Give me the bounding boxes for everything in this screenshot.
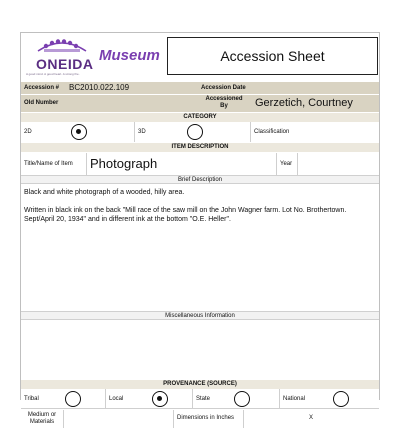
misc-info-label: Miscellaneous Information — [21, 311, 379, 320]
item-description-header: ITEM DESCRIPTION — [21, 143, 379, 152]
divider — [276, 153, 277, 175]
museum-label: Museum — [99, 47, 160, 64]
brief-description-line-2: Written in black ink on the back "Mill race of the saw mill on the John Wagner farm. Lot No. Brothertown. Sept/April 20, 1934" and in different ink at the bottom "O.E. Heller". — [24, 207, 347, 223]
accessioned-by-label: Accessioned By — [205, 96, 243, 109]
divider — [63, 410, 64, 428]
provenance-national-radio[interactable] — [333, 391, 349, 407]
accessioned-by-field[interactable]: Gerzetich, Courtney — [255, 97, 353, 109]
brief-description-label: Brief Description — [21, 175, 379, 184]
provenance-state-label: State — [196, 396, 211, 402]
brief-description-field[interactable] — [21, 184, 379, 310]
accession-number-row — [21, 82, 379, 94]
provenance-header: PROVENANCE (SOURCE) — [21, 380, 379, 389]
provenance-national-label: National — [283, 396, 306, 402]
divider — [173, 410, 174, 428]
brief-description-line-1: Black and white photograph of a wooded, hilly area. — [24, 189, 185, 196]
sheet-header — [21, 33, 379, 80]
provenance-row — [21, 389, 379, 409]
year-label: Year — [280, 161, 293, 167]
provenance-tribal-radio[interactable] — [65, 391, 81, 407]
classification-label: Classification — [254, 129, 290, 135]
provenance-local-radio[interactable] — [152, 391, 168, 407]
provenance-local-label: Local — [109, 396, 124, 402]
divider — [134, 122, 135, 142]
item-title-label: Title/Name of Item — [24, 161, 73, 167]
accession-sheet — [20, 32, 380, 425]
beadwork-emblem-icon — [24, 37, 100, 57]
divider — [243, 410, 244, 428]
provenance-state-radio[interactable] — [234, 391, 250, 407]
misc-info-field[interactable] — [21, 320, 379, 380]
divider — [297, 153, 298, 175]
category-header: CATEGORY — [21, 113, 379, 122]
item-title-row — [21, 153, 379, 175]
dimensions-label: Dimensions in Inches — [177, 415, 235, 421]
dimensions-separator: X — [309, 415, 314, 421]
category-row — [21, 122, 379, 142]
provenance-tribal-label: Tribal — [24, 396, 39, 402]
item-title-field[interactable]: Photograph — [90, 156, 158, 171]
category-2d-label: 2D — [24, 129, 32, 135]
category-3d-radio[interactable] — [187, 124, 203, 140]
logo-tagline: A good mind. A good heart. A strong fire. — [26, 72, 80, 76]
divider — [192, 389, 193, 409]
medium-dimensions-row — [21, 410, 379, 428]
category-3d-label: 3D — [138, 129, 146, 135]
logo-wordmark: ONEIDA — [36, 56, 94, 72]
category-2d-radio[interactable] — [71, 124, 87, 140]
divider — [250, 122, 251, 142]
sheet-title: Accession Sheet — [167, 37, 378, 75]
oneida-logo — [24, 37, 100, 77]
old-number-row — [21, 95, 379, 112]
divider — [279, 389, 280, 409]
old-number-label: Old Number — [24, 100, 59, 106]
accession-date-label: Accession Date — [201, 85, 246, 91]
accession-number-label: Accession # — [24, 85, 60, 91]
medium-label: Medium or Materials — [27, 412, 57, 425]
divider — [86, 153, 87, 175]
divider — [105, 389, 106, 409]
accession-number-field[interactable]: BC2010.022.109 — [69, 83, 130, 92]
